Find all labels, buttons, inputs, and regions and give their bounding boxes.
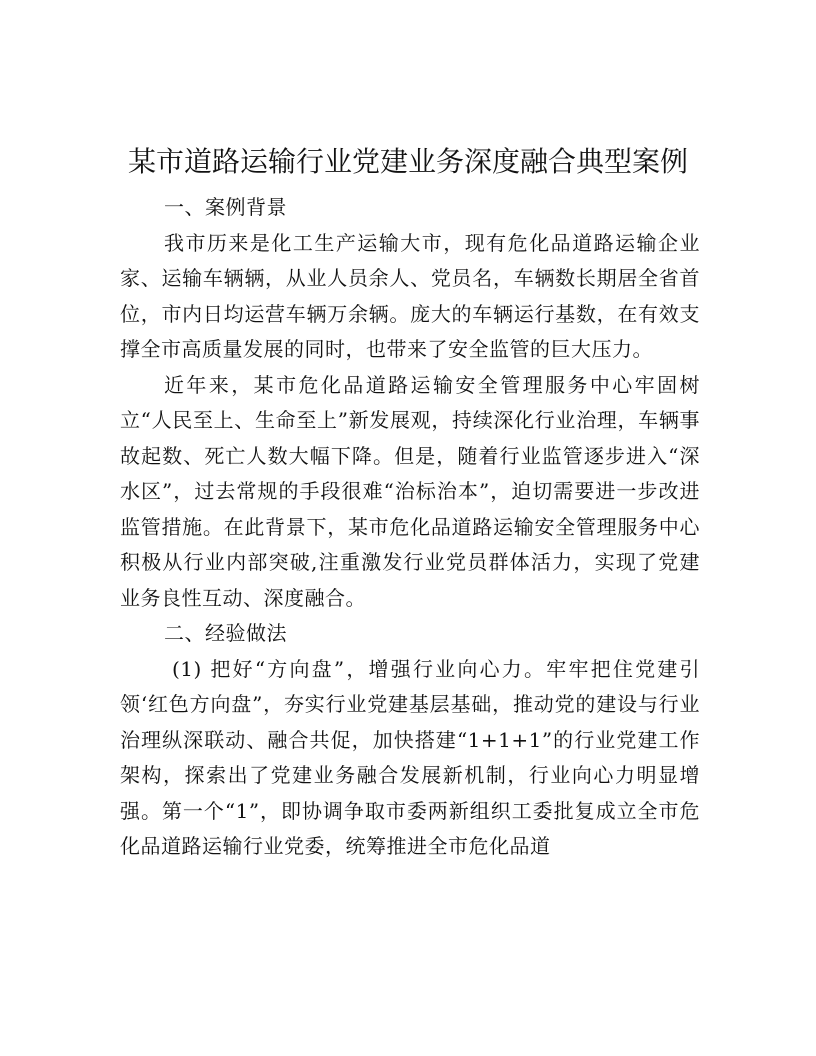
paragraph-background-2: 近年来，某市危化品道路运输安全管理服务中心牢固树立“人民至上、生命至上”新发展观，持续深化行业治理，车辆事故起数、死亡人数大幅下降。但是，随着行业监管逐步进入“深水区”，过去常规的手段很难“治标治本”，迫切需要进一步改进监管措施。在此背景下，某市危化品道路运输安全管理服务中心积极从行业内部突破,注重激发行业党员群体活力，实现了党建业务良性互动、深度融合。 bbox=[120, 372, 700, 610]
document-title: 某市道路运输行业党建业务深度融合典型案例 bbox=[127, 145, 688, 178]
section-heading-experience: 二、经验做法 bbox=[164, 621, 287, 645]
section-heading-background: 一、案例背景 bbox=[164, 195, 287, 219]
paragraph-background-1: 我市历来是化工生产运输大市，现有危化品道路运输企业家、运输车辆辆，从业人员余人、党员名，车辆数长期居全省首位，市内日均运营车辆万余辆。庞大的车辆运行基数，在有效支撑全市高质量发展的同时，也带来了安全监管的巨大压力。 bbox=[120, 230, 700, 361]
paragraph-experience-1: (1) 把好“方向盘”，增强行业向心力。牢牢把住党建引领‘红色方向盘”，夯实行业党建基层基础，推动党的建设与行业治理纵深联动、融合共促，加快搭建“1+1+1”的行业党建工作架构，探索出了党建业务融合发展新机制，行业向心力明显增强。第一个“1”，即协调争取市委两新组织工委批复成立全市危化品道路运输行业党委，统筹推进全市危化品道 bbox=[120, 656, 700, 858]
document-body bbox=[120, 190, 700, 865]
